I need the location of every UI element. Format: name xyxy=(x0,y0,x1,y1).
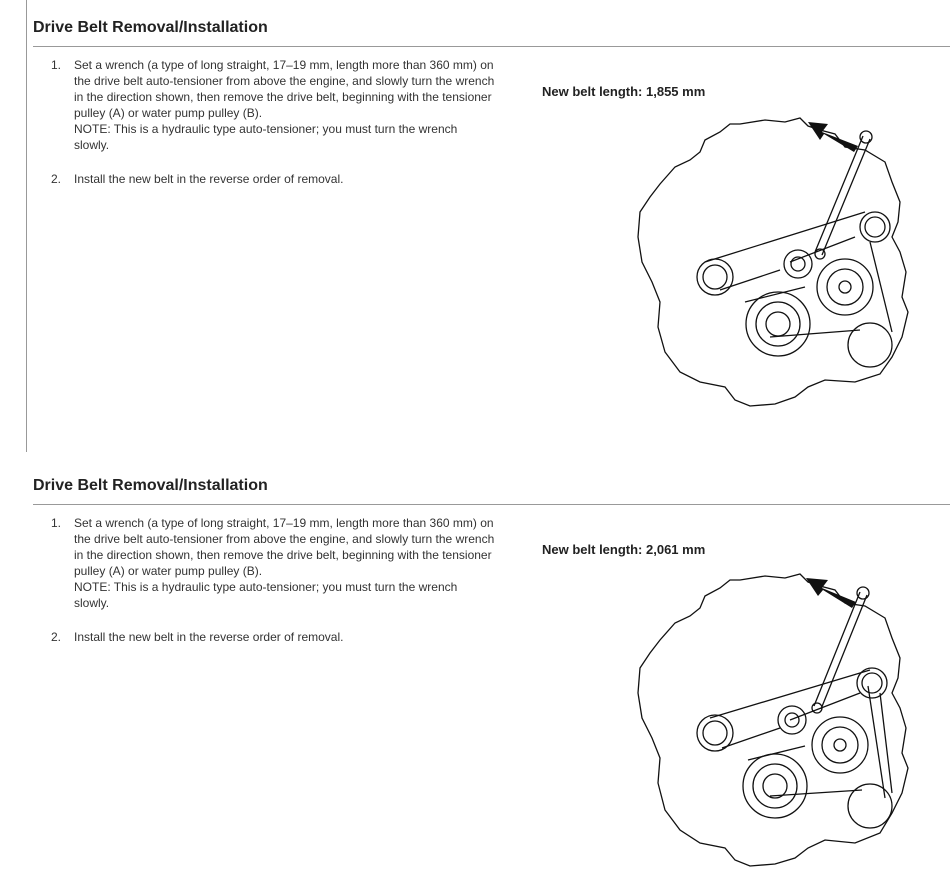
step-line: the drive belt auto-tensioner from above the engine, and slowly turn the wrench xyxy=(74,532,495,546)
step-1 xyxy=(46,57,536,153)
engine-outline xyxy=(638,574,908,866)
title-divider xyxy=(33,504,950,505)
water-pump-pulley-b xyxy=(817,259,873,315)
step-list xyxy=(46,515,536,663)
step-line: Set a wrench (a type of long straight, 17–19 mm, length more than 360 mm) on xyxy=(74,516,494,530)
tensioner-pulley-a xyxy=(784,250,812,278)
ac-compressor-pulley xyxy=(848,784,892,828)
step-note-line: slowly. xyxy=(74,138,110,152)
belt-routing-diagram xyxy=(630,112,920,412)
step-1 xyxy=(46,515,536,611)
section-title: Drive Belt Removal/Installation xyxy=(33,477,268,494)
title-divider xyxy=(33,46,950,47)
water-pump-pulley-b xyxy=(812,717,868,773)
wrench-handle xyxy=(815,136,863,252)
left-border xyxy=(26,0,27,452)
step-line: Set a wrench (a type of long straight, 17–19 mm, length more than 360 mm) on xyxy=(74,58,494,72)
step-note-line: NOTE: This is a hydraulic type auto-tensioner; you must turn the wrench xyxy=(74,580,458,594)
step-line: pulley (A) or water pump pulley (B). xyxy=(74,106,263,120)
wrench-handle xyxy=(814,592,860,706)
engine-belt-diagram xyxy=(630,568,920,873)
step-number: 2. xyxy=(51,630,62,644)
engine-belt-diagram xyxy=(630,112,920,412)
belt-length-label: New belt length: 2,061 mm xyxy=(542,542,706,557)
step-number: 2. xyxy=(51,172,62,186)
step-line: the drive belt auto-tensioner from above the engine, and slowly turn the wrench xyxy=(74,74,495,88)
section-title: Drive Belt Removal/Installation xyxy=(33,19,268,36)
direction-arrow xyxy=(808,122,858,152)
step-number: 1. xyxy=(51,58,62,72)
engine-outline xyxy=(638,118,908,406)
step-number: 1. xyxy=(51,516,62,530)
ac-compressor-pulley xyxy=(848,323,892,367)
wrench-end xyxy=(860,131,872,143)
wrench-end xyxy=(857,587,869,599)
belt-length-label: New belt length: 1,855 mm xyxy=(542,84,706,99)
step-note-line: NOTE: This is a hydraulic type auto-tensioner; you must turn the wrench xyxy=(74,122,458,136)
direction-arrow xyxy=(806,578,856,608)
step-note-line: slowly. xyxy=(74,596,110,610)
step-line: Install the new belt in the reverse order of removal. xyxy=(74,630,344,644)
procedure-section-2 xyxy=(0,458,950,883)
step-2 xyxy=(46,629,536,645)
step-2 xyxy=(46,171,536,187)
belt-routing-diagram xyxy=(630,568,920,878)
step-line: pulley (A) or water pump pulley (B). xyxy=(74,564,263,578)
step-line: in the direction shown, then remove the drive belt, beginning with the tensioner xyxy=(74,548,492,562)
step-line: in the direction shown, then remove the drive belt, beginning with the tensioner xyxy=(74,90,492,104)
tensioner-pulley-a xyxy=(778,706,806,734)
step-line: Install the new belt in the reverse order of removal. xyxy=(74,172,344,186)
step-list xyxy=(46,57,536,205)
